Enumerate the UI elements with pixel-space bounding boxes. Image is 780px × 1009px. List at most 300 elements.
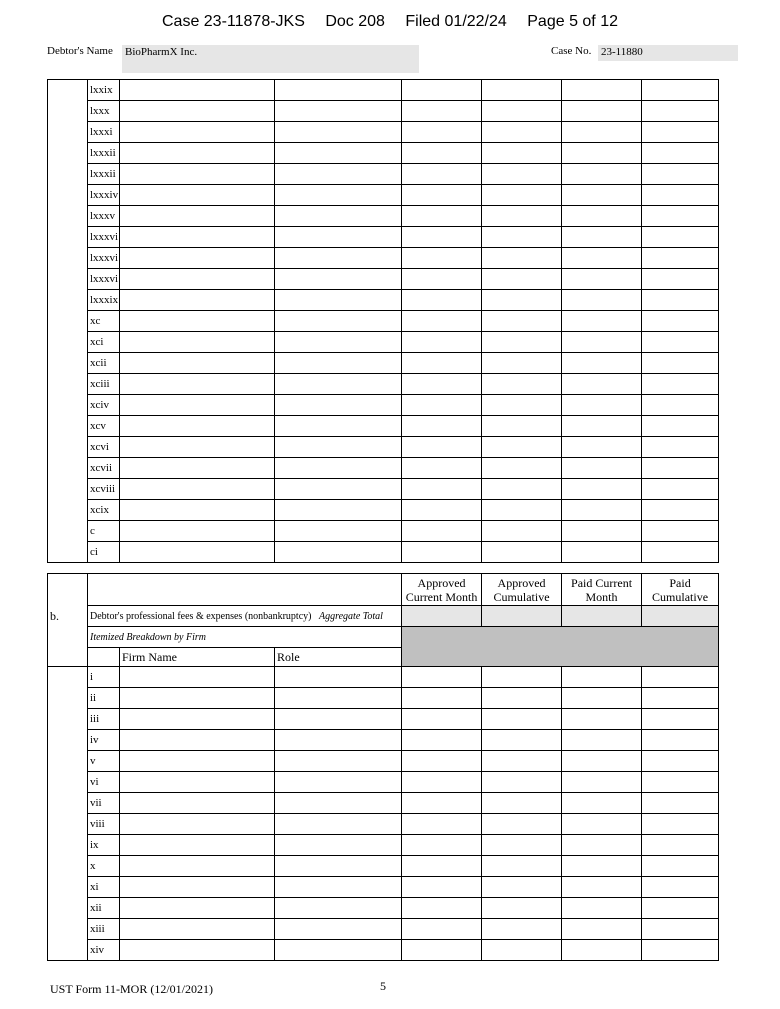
table-cell-input[interactable]	[275, 458, 402, 479]
table-cell-input[interactable]	[562, 143, 642, 164]
aggregate-label-text: Debtor's professional fees & expenses (nonbankruptcy)	[90, 610, 312, 622]
table-cell-input[interactable]	[642, 395, 719, 416]
table-cell-input[interactable]	[120, 856, 275, 877]
table-cell-input[interactable]	[275, 437, 402, 458]
table-cell-input[interactable]	[120, 751, 275, 772]
row-margin-cell	[48, 227, 88, 248]
table-cell-input[interactable]	[120, 919, 275, 940]
aggregate-approved-current-input[interactable]	[402, 606, 482, 627]
row-index-label: xiv	[88, 940, 120, 961]
table-cell-input[interactable]	[562, 542, 642, 563]
table-row	[48, 80, 719, 101]
table-cell-input[interactable]	[642, 856, 719, 877]
case-header	[0, 13, 780, 31]
row-margin-cell	[48, 353, 88, 374]
table-cell-input[interactable]	[482, 185, 562, 206]
table-cell-input[interactable]	[402, 206, 482, 227]
table-cell-input[interactable]	[562, 793, 642, 814]
table-cell-input[interactable]	[120, 542, 275, 563]
row-margin-cell	[48, 856, 88, 877]
table-cell-input[interactable]	[275, 793, 402, 814]
table-cell-input[interactable]	[642, 458, 719, 479]
row-margin-cell	[48, 458, 88, 479]
table-cell-input[interactable]	[402, 919, 482, 940]
aggregate-paid-cumulative-input[interactable]	[642, 606, 719, 627]
table-cell-input[interactable]	[482, 437, 562, 458]
table-cell-input[interactable]	[562, 269, 642, 290]
row-index-label: ix	[88, 835, 120, 856]
table-row	[48, 940, 719, 961]
table-row	[48, 542, 719, 563]
row-margin-cell	[48, 667, 88, 688]
table-cell-input[interactable]	[562, 374, 642, 395]
table-cell-input[interactable]	[402, 269, 482, 290]
table-row	[48, 667, 719, 688]
table-cell-input[interactable]	[275, 122, 402, 143]
row-margin-cell	[48, 290, 88, 311]
table-cell-input[interactable]	[482, 416, 562, 437]
table-cell-input[interactable]	[120, 835, 275, 856]
table-cell-input[interactable]	[402, 395, 482, 416]
professional-fees-table-continued	[47, 79, 719, 563]
table-cell-input[interactable]	[120, 688, 275, 709]
table-cell-input[interactable]	[402, 521, 482, 542]
table-cell-input[interactable]	[402, 500, 482, 521]
row-margin-cell	[48, 814, 88, 835]
table-cell-input[interactable]	[120, 311, 275, 332]
row-margin-cell	[48, 835, 88, 856]
table-cell-input[interactable]	[402, 185, 482, 206]
table-cell-input[interactable]	[120, 80, 275, 101]
table-cell-input[interactable]	[562, 437, 642, 458]
table-cell-input[interactable]	[642, 269, 719, 290]
table-cell-input[interactable]	[482, 353, 562, 374]
table-cell-input[interactable]	[120, 332, 275, 353]
table-cell-input[interactable]	[562, 479, 642, 500]
table-row	[48, 730, 719, 751]
table-cell-input[interactable]	[402, 898, 482, 919]
table-cell-input[interactable]	[562, 709, 642, 730]
table-cell-input[interactable]	[120, 521, 275, 542]
table-cell-input[interactable]	[402, 730, 482, 751]
table-cell-input[interactable]	[402, 458, 482, 479]
table-cell-input[interactable]	[482, 500, 562, 521]
row-index-label: x	[88, 856, 120, 877]
table-cell-input[interactable]	[562, 940, 642, 961]
firm-name-header: Firm Name	[120, 648, 275, 667]
table-cell-input[interactable]	[275, 290, 402, 311]
table-cell-input[interactable]	[275, 248, 402, 269]
table-cell-input[interactable]	[275, 269, 402, 290]
table-cell-input[interactable]	[402, 751, 482, 772]
table-row	[48, 248, 719, 269]
table-cell-input[interactable]	[482, 877, 562, 898]
table-cell-input[interactable]	[275, 667, 402, 688]
table-cell-input[interactable]	[482, 206, 562, 227]
table-cell-input[interactable]	[402, 248, 482, 269]
table-cell-input[interactable]	[402, 877, 482, 898]
table-cell-input[interactable]	[402, 437, 482, 458]
table-cell-input[interactable]	[482, 143, 562, 164]
table-cell-input[interactable]	[562, 856, 642, 877]
table-cell-input[interactable]	[275, 772, 402, 793]
row-margin-cell	[48, 332, 88, 353]
row-index-label: xciv	[88, 395, 120, 416]
table-cell-input[interactable]	[275, 374, 402, 395]
table-cell-input[interactable]	[120, 898, 275, 919]
table-cell-input[interactable]	[120, 101, 275, 122]
shaded-block	[402, 627, 719, 667]
table-cell-input[interactable]	[482, 688, 562, 709]
table-cell-input[interactable]	[642, 751, 719, 772]
table-cell-input[interactable]	[642, 688, 719, 709]
table-cell-input[interactable]	[642, 667, 719, 688]
col-paid-cumulative: Paid Cumulative	[642, 574, 719, 606]
table-cell-input[interactable]	[642, 793, 719, 814]
table-cell-input[interactable]	[275, 80, 402, 101]
table-cell-input[interactable]	[562, 80, 642, 101]
row-margin-cell	[48, 374, 88, 395]
table-cell-input[interactable]	[642, 814, 719, 835]
table-cell-input[interactable]	[120, 206, 275, 227]
table-cell-input[interactable]	[275, 856, 402, 877]
table-cell-input[interactable]	[562, 500, 642, 521]
table-row	[48, 143, 719, 164]
table-cell-input[interactable]	[275, 185, 402, 206]
table-cell-input[interactable]	[642, 164, 719, 185]
table-cell-input[interactable]	[120, 709, 275, 730]
table-cell-input[interactable]	[402, 856, 482, 877]
table-cell-input[interactable]	[562, 185, 642, 206]
table-cell-input[interactable]	[482, 164, 562, 185]
table-cell-input[interactable]	[562, 919, 642, 940]
aggregate-paid-current-input[interactable]	[562, 606, 642, 627]
table-cell-input[interactable]	[402, 332, 482, 353]
table-cell-input[interactable]	[482, 269, 562, 290]
table-cell-input[interactable]	[402, 793, 482, 814]
row-index-label: xcii	[88, 353, 120, 374]
row-index-label: v	[88, 751, 120, 772]
table-cell-input[interactable]	[275, 814, 402, 835]
table-cell-input[interactable]	[642, 185, 719, 206]
table-cell-input[interactable]	[120, 185, 275, 206]
table-cell-input[interactable]	[482, 395, 562, 416]
table-cell-input[interactable]	[120, 290, 275, 311]
table-cell-input[interactable]	[275, 416, 402, 437]
table-cell-input[interactable]	[120, 164, 275, 185]
table-cell-input[interactable]	[120, 374, 275, 395]
table-cell-input[interactable]	[275, 101, 402, 122]
row-margin-cell	[48, 206, 88, 227]
row-index-label: lxxxix	[88, 290, 120, 311]
table-cell-input[interactable]	[482, 101, 562, 122]
table-cell-input[interactable]	[275, 919, 402, 940]
table-row	[48, 206, 719, 227]
table-cell-input[interactable]	[482, 290, 562, 311]
table-cell-input[interactable]	[562, 248, 642, 269]
table-cell-input[interactable]	[562, 290, 642, 311]
table-cell-input[interactable]	[562, 458, 642, 479]
table-cell-input[interactable]	[120, 416, 275, 437]
table-cell-input[interactable]	[482, 227, 562, 248]
table-cell-input[interactable]	[482, 667, 562, 688]
table-cell-input[interactable]	[402, 80, 482, 101]
row-index-label: lxxix	[88, 80, 120, 101]
table-cell-input[interactable]	[642, 772, 719, 793]
table-cell-input[interactable]	[562, 751, 642, 772]
table-row	[48, 101, 719, 122]
table-cell-input[interactable]	[120, 667, 275, 688]
table-row	[48, 856, 719, 877]
table-cell-input[interactable]	[482, 793, 562, 814]
table-cell-input[interactable]	[482, 542, 562, 563]
table-cell-input[interactable]	[642, 416, 719, 437]
table-cell-input[interactable]	[642, 374, 719, 395]
table-cell-input[interactable]	[402, 542, 482, 563]
table-cell-input[interactable]	[275, 311, 402, 332]
table-cell-input[interactable]	[275, 206, 402, 227]
table-cell-input[interactable]	[402, 143, 482, 164]
row-margin-cell	[48, 709, 88, 730]
table-cell-input[interactable]	[402, 835, 482, 856]
table-cell-input[interactable]	[120, 458, 275, 479]
row-index-label: xciii	[88, 374, 120, 395]
table-cell-input[interactable]	[482, 248, 562, 269]
table-cell-input[interactable]	[482, 458, 562, 479]
row-index-label: ci	[88, 542, 120, 563]
debtor-name-field[interactable]: BioPharmX Inc.	[122, 45, 419, 73]
table-cell-input[interactable]	[642, 730, 719, 751]
aggregate-suffix-text: Aggregate Total	[318, 610, 383, 622]
table-cell-input[interactable]	[275, 898, 402, 919]
table-cell-input[interactable]	[402, 353, 482, 374]
row-margin-cell	[48, 793, 88, 814]
table-cell-input[interactable]	[275, 521, 402, 542]
table-cell-input[interactable]	[642, 898, 719, 919]
row-margin-cell	[48, 311, 88, 332]
table-cell-input[interactable]	[275, 730, 402, 751]
table-cell-input[interactable]	[562, 772, 642, 793]
page-count-header: Page 5 of 12	[527, 13, 618, 30]
table-cell-input[interactable]	[275, 332, 402, 353]
table-cell-input[interactable]	[642, 542, 719, 563]
table-cell-input[interactable]	[120, 730, 275, 751]
table-row	[48, 185, 719, 206]
table-cell-input[interactable]	[275, 479, 402, 500]
table-cell-input[interactable]	[562, 353, 642, 374]
table-cell-input[interactable]	[642, 248, 719, 269]
table-cell-input[interactable]	[120, 940, 275, 961]
table-cell-input[interactable]	[642, 122, 719, 143]
row-margin-cell	[48, 416, 88, 437]
table-cell-input[interactable]	[642, 290, 719, 311]
row-index-label: xiii	[88, 919, 120, 940]
case-no-field[interactable]: 23-11880	[598, 45, 738, 61]
table-cell-input[interactable]	[482, 835, 562, 856]
table-cell-input[interactable]	[402, 164, 482, 185]
table-cell-input[interactable]	[482, 80, 562, 101]
table-cell-input[interactable]	[275, 688, 402, 709]
table-cell-input[interactable]	[120, 353, 275, 374]
table-cell-input[interactable]	[120, 143, 275, 164]
table-cell-input[interactable]	[120, 877, 275, 898]
table-cell-input[interactable]	[562, 667, 642, 688]
table-row	[48, 877, 719, 898]
row-index-label: ii	[88, 688, 120, 709]
itemized-breakdown-label: Itemized Breakdown by Firm	[88, 627, 402, 648]
table-cell-input[interactable]	[402, 290, 482, 311]
row-margin-cell	[48, 730, 88, 751]
table-cell-input[interactable]	[482, 332, 562, 353]
table-cell-input[interactable]	[482, 772, 562, 793]
row-index-label: lxxxiv	[88, 185, 120, 206]
table-cell-input[interactable]	[642, 940, 719, 961]
table-cell-input[interactable]	[402, 479, 482, 500]
table-cell-input[interactable]	[275, 940, 402, 961]
table-cell-input[interactable]	[482, 814, 562, 835]
table-cell-input[interactable]	[562, 521, 642, 542]
table-cell-input[interactable]	[275, 227, 402, 248]
table-cell-input[interactable]	[402, 311, 482, 332]
table-cell-input[interactable]	[120, 479, 275, 500]
table-cell-input[interactable]	[482, 730, 562, 751]
table-row	[48, 521, 719, 542]
table-cell-input[interactable]	[402, 814, 482, 835]
table-cell-input[interactable]	[642, 143, 719, 164]
table-cell-input[interactable]	[120, 814, 275, 835]
table-cell-input[interactable]	[642, 877, 719, 898]
debtor-name-label: Debtor's Name	[47, 45, 113, 57]
table-cell-input[interactable]	[275, 542, 402, 563]
table-cell-input[interactable]	[562, 101, 642, 122]
table-cell-input[interactable]	[642, 919, 719, 940]
table-cell-input[interactable]	[482, 122, 562, 143]
table-cell-input[interactable]	[482, 751, 562, 772]
table-row	[48, 688, 719, 709]
row-index-label: xc	[88, 311, 120, 332]
table-cell-input[interactable]	[275, 500, 402, 521]
table-row	[48, 332, 719, 353]
table-cell-input[interactable]	[402, 416, 482, 437]
row-index-label: xcix	[88, 500, 120, 521]
table-cell-input[interactable]	[402, 374, 482, 395]
table-cell-input[interactable]	[402, 667, 482, 688]
table-cell-input[interactable]	[482, 709, 562, 730]
table-cell-input[interactable]	[642, 353, 719, 374]
table-cell-input[interactable]	[562, 395, 642, 416]
table-cell-input[interactable]	[402, 101, 482, 122]
table-cell-input[interactable]	[562, 835, 642, 856]
case-no-label: Case No.	[551, 45, 592, 57]
table-cell-input[interactable]	[482, 521, 562, 542]
table-cell-input[interactable]	[482, 311, 562, 332]
table-cell-input[interactable]	[642, 80, 719, 101]
table-cell-input[interactable]	[562, 416, 642, 437]
table-cell-input[interactable]	[402, 709, 482, 730]
table-cell-input[interactable]	[120, 772, 275, 793]
row-margin-cell	[48, 101, 88, 122]
table-cell-input[interactable]	[642, 709, 719, 730]
table-cell-input[interactable]	[642, 437, 719, 458]
row-index-label: xii	[88, 898, 120, 919]
table-cell-input[interactable]	[562, 122, 642, 143]
table-cell-input[interactable]	[482, 898, 562, 919]
col-approved-current-month: Approved Current Month	[402, 574, 482, 606]
table-cell-input[interactable]	[120, 248, 275, 269]
table-row	[48, 353, 719, 374]
table-cell-input[interactable]	[562, 814, 642, 835]
row-index-label: lxxxv	[88, 206, 120, 227]
table-cell-input[interactable]	[642, 479, 719, 500]
table-cell-input[interactable]	[642, 835, 719, 856]
table-cell-input[interactable]	[482, 940, 562, 961]
table-cell-input[interactable]	[562, 730, 642, 751]
table-cell-input[interactable]	[482, 374, 562, 395]
table-cell-input[interactable]	[402, 940, 482, 961]
row-index-label: xci	[88, 332, 120, 353]
table-cell-input[interactable]	[120, 437, 275, 458]
table-row	[48, 835, 719, 856]
table-cell-input[interactable]	[642, 521, 719, 542]
table-cell-input[interactable]	[642, 227, 719, 248]
table-cell-input[interactable]	[275, 395, 402, 416]
fn-index-blank	[88, 648, 120, 667]
table-cell-input[interactable]	[482, 919, 562, 940]
table-cell-input[interactable]	[275, 709, 402, 730]
table-cell-input[interactable]	[275, 751, 402, 772]
table-cell-input[interactable]	[120, 227, 275, 248]
row-margin-cell	[48, 751, 88, 772]
table-cell-input[interactable]	[275, 164, 402, 185]
row-margin-cell	[48, 437, 88, 458]
table-cell-input[interactable]	[562, 877, 642, 898]
table-cell-input[interactable]	[120, 500, 275, 521]
table-cell-input[interactable]	[402, 772, 482, 793]
table-cell-input[interactable]	[562, 688, 642, 709]
row-index-label: iv	[88, 730, 120, 751]
table-cell-input[interactable]	[275, 877, 402, 898]
table-cell-input[interactable]	[562, 164, 642, 185]
table-cell-input[interactable]	[562, 227, 642, 248]
table-cell-input[interactable]	[642, 101, 719, 122]
table-cell-input[interactable]	[642, 332, 719, 353]
table-cell-input[interactable]	[562, 311, 642, 332]
case-number-header: Case 23-11878-JKS	[161, 13, 305, 30]
table-cell-input[interactable]	[402, 122, 482, 143]
table-cell-input[interactable]	[275, 143, 402, 164]
row-index-label: c	[88, 521, 120, 542]
table-cell-input[interactable]	[402, 688, 482, 709]
table-cell-input[interactable]	[120, 793, 275, 814]
table-cell-input[interactable]	[482, 479, 562, 500]
table-cell-input[interactable]	[642, 311, 719, 332]
table-cell-input[interactable]	[642, 206, 719, 227]
table-cell-input[interactable]	[275, 835, 402, 856]
table-cell-input[interactable]	[120, 395, 275, 416]
table-cell-input[interactable]	[562, 332, 642, 353]
table-cell-input[interactable]	[642, 500, 719, 521]
table-cell-input[interactable]	[275, 353, 402, 374]
section-b-letter-label: b.	[50, 609, 59, 623]
table-cell-input[interactable]	[402, 227, 482, 248]
table-cell-input[interactable]	[120, 269, 275, 290]
table-cell-input[interactable]	[562, 898, 642, 919]
aggregate-approved-cumulative-input[interactable]	[482, 606, 562, 627]
table-cell-input[interactable]	[482, 856, 562, 877]
table-cell-input[interactable]	[120, 122, 275, 143]
table-cell-input[interactable]	[562, 206, 642, 227]
page-number: 5	[380, 979, 386, 993]
